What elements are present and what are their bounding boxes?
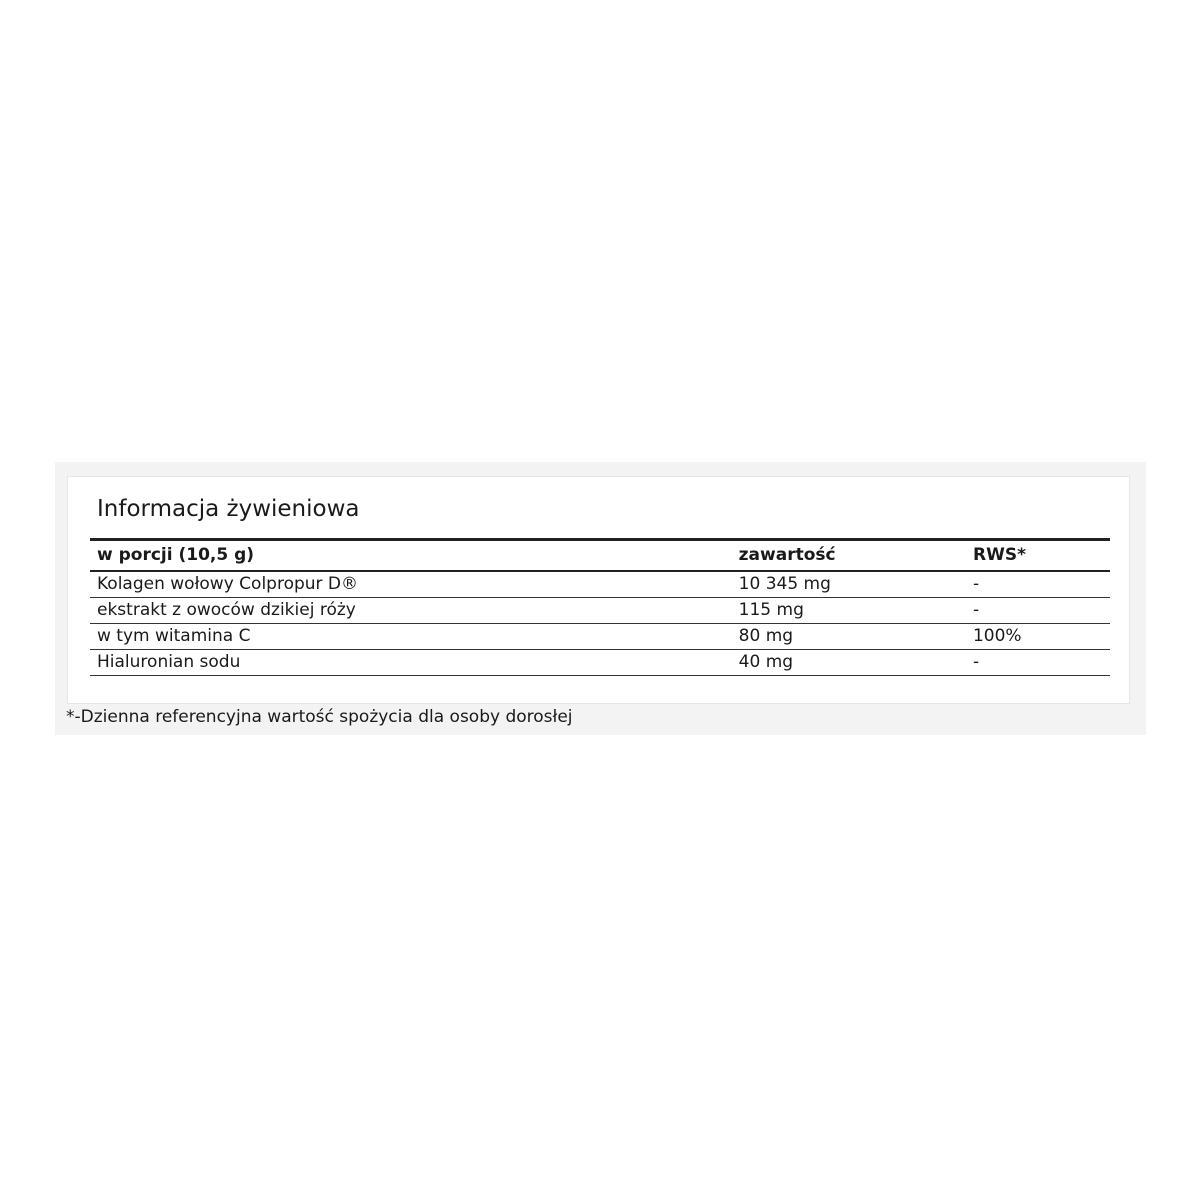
nutrition-card xyxy=(67,476,1130,704)
row-value: 40 mg xyxy=(738,652,794,672)
row-rws: - xyxy=(972,574,980,594)
table-row xyxy=(90,624,1110,650)
header-content: zawartość xyxy=(732,540,966,572)
header-rws: RWS* xyxy=(966,540,1110,572)
row-rws: - xyxy=(972,652,980,672)
table-row xyxy=(90,598,1110,624)
row-rws: 100% xyxy=(972,626,1022,646)
row-value: 10 345 mg xyxy=(738,574,831,594)
table-row xyxy=(90,571,1110,598)
row-rws: - xyxy=(972,600,980,620)
row-ingredient: Kolagen wołowy Colpropur D® xyxy=(97,574,359,594)
nutrition-panel xyxy=(55,462,1146,735)
row-ingredient: Hialuronian sodu xyxy=(97,652,241,672)
nutrition-title: Informacja żywieniowa xyxy=(97,496,360,522)
row-ingredient: w tym witamina C xyxy=(97,626,251,646)
table-row xyxy=(90,650,1110,676)
rws-footnote: *-Dzienna referencyjna wartość spożycia dla osoby dorosłej xyxy=(66,707,573,727)
row-value: 80 mg xyxy=(738,626,794,646)
row-value: 115 mg xyxy=(738,600,804,620)
nutrition-table xyxy=(90,538,1110,676)
table-header-row xyxy=(90,540,1110,572)
header-portion: w porcji (10,5 g) xyxy=(90,540,732,572)
row-ingredient: ekstrakt z owoców dzikiej róży xyxy=(97,600,356,620)
